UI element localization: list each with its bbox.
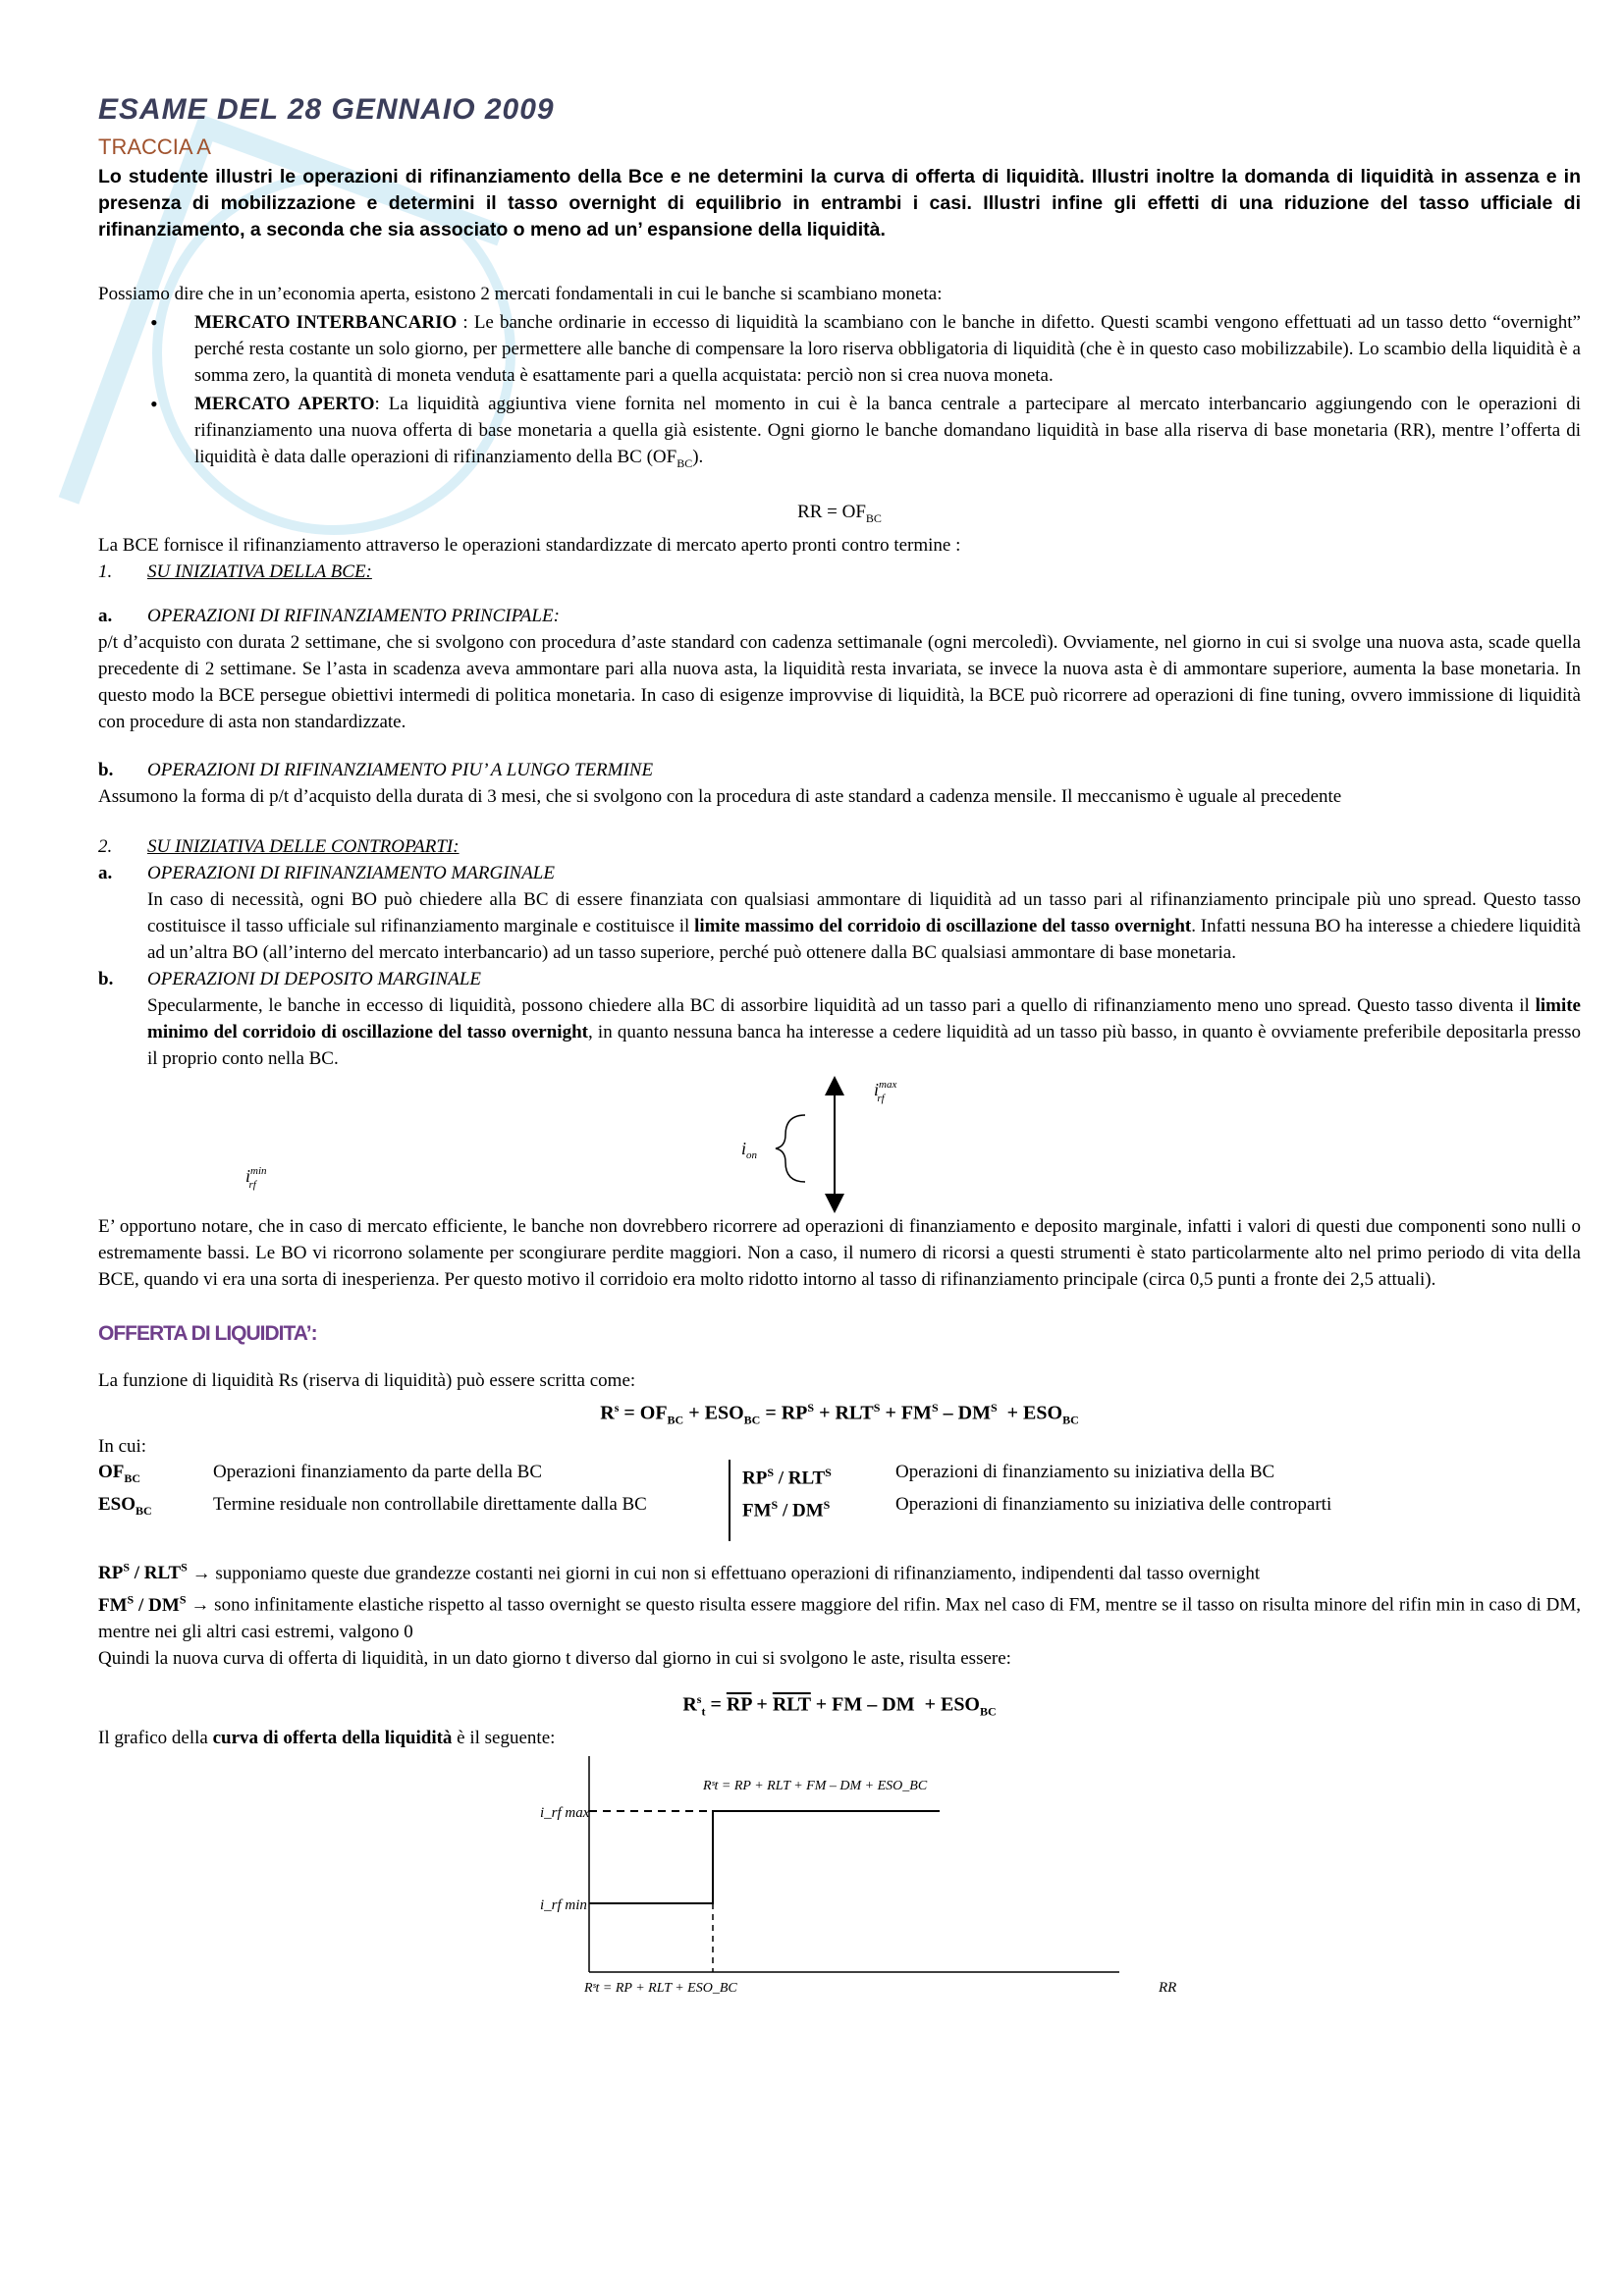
section-heading: 1. SU INIZIATIVA DELLA BCE: [98,561,372,582]
offerta-heading: OFFERTA DI LIQUIDITA’: [98,1321,317,1345]
paragraph: In caso di necessità, ogni BO può chiedere alla BC di essere finanziata con qualsiasi ammontare di liquidità ad un tasso pari al rifinanziamento principale più uno spread. Questo tasso costituisce il tasso ufficiale sul rifinanziamento marginale e costituisce il limite massimo del corridoio di oscillazione del tasso overnight. Infatti nessuna BO ha interesse a chiedere liquidità ad un’altra BO (all’interno del mercato interbancario) ad un tasso superiore, perché può ottenere dalla BC qualsiasi ammontare di base monetaria. [147,888,1581,963]
traccia-label: TRACCIA A [98,134,211,159]
supply-curve-chart [98,1751,1581,2006]
legend-symbol: $FM^S / DM^S$ [729,1492,895,1541]
note-fm-dm: $FM^S / DM^S$ → sono infinitamente elastiche rispetto al tasso overnight se questo risulta essere maggiore del rifin. Max nel caso di FM, mentre se il tasso on risulta minore del rifin min in caso di DM, mentre nei gli altri casi estremi, valgono 0 [98,1592,1581,1642]
in-cui-label: In cui: [98,1436,147,1458]
y-tick-max: i_rf max [540,1805,590,1822]
main-equation: $R^s = OF_{BC} + ESO_{BC} = RP^S + RLT^S + FM^S - DM^S + ESO_{BC}$ [600,1400,1079,1427]
x-bottom-label: Rˢt = RP + RLT + ESO_BC [584,1981,737,1997]
quindi-text: Quindi la nuova curva di offerta di liquidità, in un dato giorno t diverso dal giorno in cui si svolgono le aste, risulta essere: [98,1647,1011,1669]
legend-symbol: $ESO_{BC}$ [98,1493,152,1518]
legend-desc: Operazioni di finanziamento su iniziativa della BC [895,1462,1275,1483]
paragraph: p/t d’acquisto con durata 2 settimane, che si svolgono con procedura d’aste standard con cadenza settimanale (ogni mercoledì). Ovviamente, nel giorno in cui si svolge una nuova asta, scade quella precedente di 2 settimane. Se l’asta in scadenza aveva ammontare pari alla nuova asta, la liquidità resta invariata, se invece la nuova asta è di ammontare superiore, aumenta la base monetaria. In questo modo la BCE persegue obiettivi intermedi di politica monetaria. In caso di esigenze improvvise di liquidità, la BCE può ricorrere ad operazioni di fine tuning, ovvero immissione di liquidità con procedure di asta non standardizzate. [98,631,1581,732]
curve-equation: $R^s_t = \overline{RP} + \overline{RLT}$ + FM – DM + $ESO_{BC}$ [682,1691,997,1719]
paragraph: Assumono la forma di p/t d’acquisto della durata di 3 mesi, che si svolgono con la procedura di aste standard a cadenza mensile. Il meccanismo è uguale al precedente [98,785,1342,807]
i-on-label: $i_{on}$ [741,1138,758,1161]
y-tick-min: i_rf min [540,1897,587,1914]
legend-symbol: $RP^S / RLT^S$ [729,1460,895,1491]
legend-symbol: $OF_{BC}$ [98,1462,141,1486]
legend-desc: Operazioni di finanziamento su iniziativa delle controparti [895,1493,1332,1515]
supply-curve-line [589,1811,940,1903]
exam-prompt: Lo studente illustri le operazioni di rifinanziamento della Bce e ne determini la curva di offerta di liquidità. Illustri inoltre la domanda di liquidità in assenza e in presenza di mobilizzazione e determini il tasso overnight di equilibrio in entrambi i casi. Illustri infine gli effetti di una riduzione del tasso ufficiale di rifinanziamento, a seconda che sia associato o meno ad un’ espansione della liquidità. [98,166,1581,240]
list-item: • MERCATO APERTO: La liquidità aggiuntiva viene fornita nel momento in cui è la banca centrale a partecipare al mercato interbancario aggiungendo con le operazioni di rifinanziamento una nuova offerta di base monetaria a quella già esistente. Ogni giorno le banche domandano liquidità in base alla riserva di base monetaria (RR), mentre l’offerta di liquidità è data dalle operazioni di rifinanziamento della BC $(OF_{BC})$. [194,391,1581,477]
legend-desc: Termine residuale non controllabile direttamente dalla BC [213,1493,647,1515]
function-intro: La funzione di liquidità Rs (riserva di liquidità) può essere scritta come: [98,1369,636,1391]
graph-intro: Il grafico della curva di offerta della liquidità è il seguente: [98,1728,556,1749]
i-max-label: $i^{max}$ rf [874,1078,897,1104]
subsection-heading: b. OPERAZIONI DI RIFINANZIAMENTO PIU’ A LUNGO TERMINE [98,759,654,780]
note-rp-rlt: $RP^S / RLT^S$ → supponiamo queste due grandezze costanti nei giorni in cui non si effettuano operazioni di rifinanziamento, indipendenti dal tasso overnight [98,1560,1261,1584]
intro-text: Possiamo dire che in un’economia aperta, esistono 2 mercati fondamentali in cui le banche si scambiano moneta: [98,284,943,304]
corridor-diagram [98,1076,1581,1213]
i-min-label: $i^{min}$ rf [245,1164,267,1191]
subsection-heading: a. OPERAZIONI DI RIFINANZIAMENTO PRINCIPALE: [98,605,560,626]
markets-list [98,309,1581,477]
list-item: • MERCATO INTERBANCARIO : Le banche ordinarie in eccesso di liquidità la scambiano con le banche in difetto. Questi scambi vengono effettuati ad un tasso detto “overnight” perché resta costante un solo giorno, per permettere alle banche di compensare la loro riserva obbligatoria di liquidità (che è in questo caso mobilizzabile). Lo scambio della liquidità è a somma zero, la quantità di moneta venduta è esattamente pari a quella acquistata: perciò non si crea nuova moneta. [194,309,1581,389]
section-heading: 2. SU INIZIATIVA DELLE CONTROPARTI: [98,835,460,857]
legend-desc: Operazioni finanziamento da parte della BC [213,1462,543,1483]
subsection-heading: a. OPERAZIONI DI RIFINANZIAMENTO MARGINALE [98,862,555,883]
subsection-heading: b. OPERAZIONI DI DEPOSITO MARGINALE [98,968,482,989]
legend-table [98,1460,1581,1541]
efficient-paragraph: E’ opportuno notare, che in caso di mercato efficiente, le banche non dovrebbero ricorrere ad operazioni di finanziamento e deposito marginale, infatti i valori di questi due componenti sono nulli o estremamente bassi. Le BO vi ricorrono solamente per scongiurare perdite maggiori. Non a caso, il numero di ricorsi a questi strumenti è stato particolarmente alto nel primo periodo di vita della BCE, quando vi era una sorta di inesperienza. Per questo motivo il corridoio era molto ridotto intorno al tasso di rifinanziamento principale (circa 0,5 punti a fronte dei 2,5 attuali). [98,1215,1581,1290]
paragraph: Specularmente, le banche in eccesso di liquidità, possono chiedere alla BC di assorbire liquidità ad un tasso pari a quello di rifinanziamento meno uno spread. Questo tasso diventa il limite minimo del corridoio di oscillazione del tasso overnight, in quanto nessuna banca ha interesse a cedere liquidità ad un tasso più basso, in quanto è ovviamente preferibile depositarla presso il proprio conto nella BC. [147,994,1582,1069]
chart-title: Rˢt = RP + RLT + FM – DM + ESO_BC [703,1779,928,1794]
bce-intro: La BCE fornisce il rifinanziamento attraverso le operazioni standardizzate di mercato aperto pronti contro termine : [98,534,961,556]
page-title: ESAME DEL 28 GENNAIO 2009 [98,93,555,126]
x-axis-label: RR [1159,1980,1177,1997]
rr-equation: RR = $OF_{BC}$ [797,501,882,525]
